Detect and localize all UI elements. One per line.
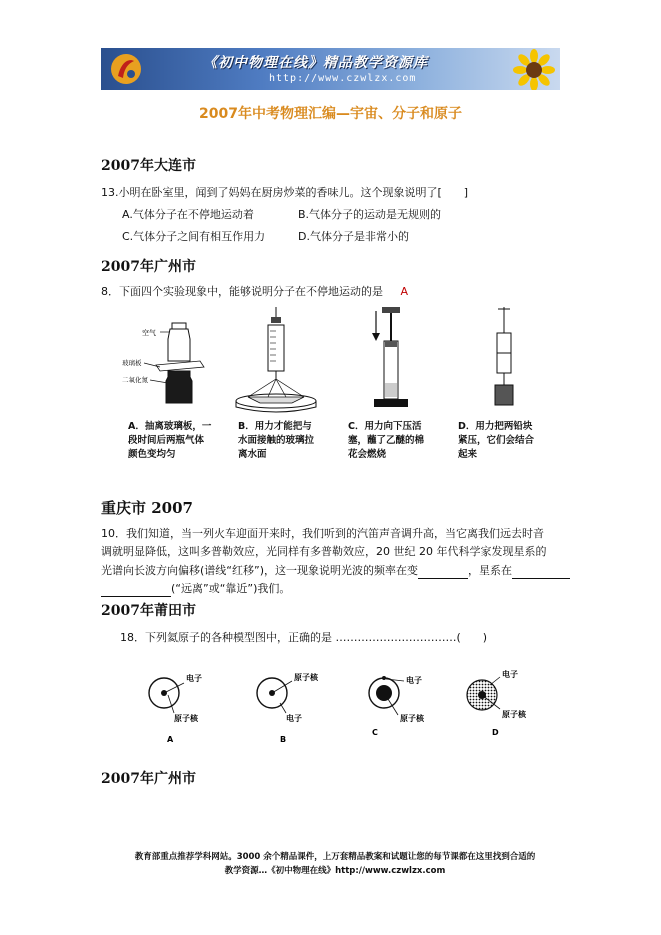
atom-model-d [460,665,570,745]
caption-c-line: C．用力向下压活 [348,421,422,432]
caption-c-line: 塞，蘸了乙醚的棉 [348,435,425,446]
caption-d-line: D．用力把两铅块 [458,421,533,432]
banner-url[interactable]: http://www.czwlzx.com [269,73,417,84]
banner-title: 《初中物理在线》精品教学资源库 [203,55,428,71]
answer-blank-3[interactable] [101,579,171,597]
header-banner [101,48,560,90]
question-8-answer: A [400,285,409,298]
figure-b-spring-balance [228,305,318,415]
caption-b-line: B．用力才能把与 [238,421,312,432]
atom-c-label-nucleus: 原子核 [400,714,424,723]
option-a: A.气体分子在不停地运动着 [122,208,254,221]
caption-a-line: A．抽离玻璃板，一 [128,421,212,432]
label-glass: 玻璃板 [122,359,142,367]
figure-c-piston [358,305,418,415]
question-10-line2: 调就明显降低，这叫多普勒效应，光同样有多普勒效应，20 世纪 20 年代科学家发现星系的 [101,545,547,558]
question-10-line3-tail: ，星系在 [467,564,512,577]
question-10-line3-text: 光谱向长波方向偏移(谱线“红移”)，这一现象说明光波的频率在变 [101,564,418,577]
section-heading-guangzhou-2: 2007年广州市 [101,771,196,787]
atom-d-option: D [492,728,499,737]
atom-a-label-nucleus: 原子核 [174,714,198,723]
footer-line-2[interactable]: 教学资源…《初中物理在线》http://www.czwlzx.com [224,866,446,876]
atom-b-option: B [280,735,287,744]
atom-model-b [250,665,350,745]
figure-d-lead-blocks [478,305,538,415]
question-8-text: 8．下面四个实验现象中，能够说明分子在不停地运动的是 [101,285,383,298]
caption-b-line: 离水面 [238,449,267,460]
page-footer [95,850,575,878]
document-title: 2007年中考物理汇编—宇宙、分子和原子 [199,106,462,122]
answer-blank-1[interactable] [418,561,468,579]
atom-model-c [360,665,470,745]
atom-model-a [140,665,240,745]
atom-c-label-electron: 电子 [406,676,422,685]
option-b: B.气体分子的运动是无规则的 [298,208,442,221]
atom-a-option: A [167,735,174,744]
caption-b [238,420,314,462]
caption-b-line: 水面接触的玻璃拉 [238,435,315,446]
caption-d-line: 起来 [458,449,478,460]
question-18: 18．下列氦原子的各种模型图中，正确的是 ……………………………( ) [120,631,488,644]
footer-line-1: 教育部重点推荐学科网站。3000 余个精品课件，上万套精品教案和试题让您的每节课都在这里找到合适的 [134,852,536,862]
section-heading-chongqing: 重庆市 2007 [101,499,193,517]
question-10-line4-tail: (“远离”或“靠近”)我们。 [171,582,291,595]
question-10-line3 [101,561,570,579]
figure-a-gas-jars [120,315,210,415]
answer-blank-2[interactable] [512,561,570,579]
caption-d [458,420,534,462]
atom-a-label-electron: 电子 [186,674,202,683]
section-heading-dalian: 2007年大连市 [101,158,196,174]
option-d: D.气体分子是非常小的 [298,230,409,243]
caption-a-line: 颜色变均匀 [128,449,176,460]
caption-a-line: 段时间后两瓶气体 [128,435,205,446]
caption-d-line: 紧压，它们会结合 [458,435,535,446]
option-c: C.气体分子之间有相互作用力 [122,230,266,243]
atom-b-label-nucleus: 原子核 [294,673,318,682]
logo-icon [109,52,143,86]
atom-d-label-nucleus: 原子核 [502,710,526,719]
caption-c [348,420,424,462]
caption-c-line: 花会燃烧 [348,449,387,460]
sunflower-icon [514,50,554,90]
question-10-line1: 10．我们知道，当一列火车迎面开来时，我们听到的汽笛声音调升高，当它离我们远去时音 [101,527,544,540]
atom-c-option: C [372,728,378,737]
atom-d-label-electron: 电子 [502,670,518,679]
question-10-line4 [101,579,290,597]
label-no2: 二氧化氮 [122,376,148,384]
atom-b-label-electron: 电子 [286,714,302,723]
question-13: 13.小明在卧室里，闻到了妈妈在厨房炒菜的香味儿。这个现象说明了[ ] [101,186,469,199]
section-heading-guangzhou: 2007年广州市 [101,259,196,275]
label-air: 空气 [142,329,156,337]
question-8 [101,283,408,300]
caption-a [128,420,211,462]
section-heading-putian: 2007年莆田市 [101,603,196,619]
